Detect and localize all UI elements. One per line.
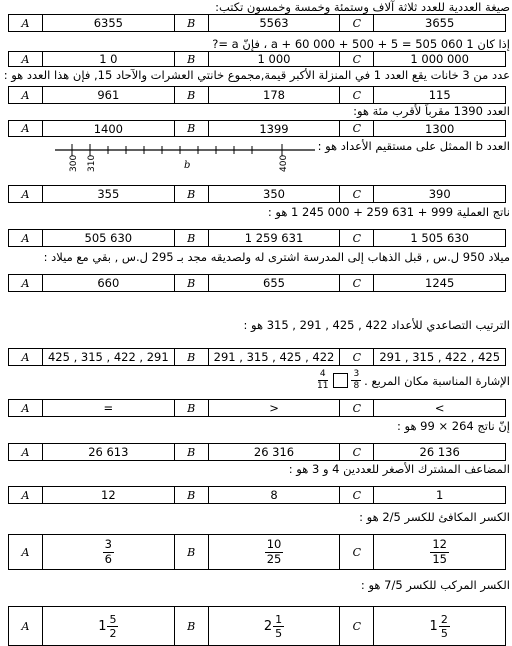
question-7-text: ميلاد 950 ل.س , قبل الذهاب إلى المدرسة اشترى له ولصديقه مجد بـ 295 ل.س , بقي مع ميلاد : bbox=[43, 250, 510, 264]
q13-a-num: 5 bbox=[109, 612, 117, 626]
q13-c-den: 5 bbox=[440, 626, 448, 640]
option-label-a: A bbox=[9, 349, 43, 365]
question-2-text: إذا كان 1 060 505 = a + 60 000 + 500 + 5 ، فإنّ a =? bbox=[212, 37, 510, 51]
q5-option-c[interactable]: 390 bbox=[428, 187, 451, 201]
option-label-a: A bbox=[9, 52, 43, 66]
option-label-c: C bbox=[340, 121, 374, 136]
question-8-text: الترتيب التصاعدي للأعداد 422 , 425 , 291 , 315 هو : bbox=[243, 318, 510, 332]
option-label-a: A bbox=[9, 230, 43, 246]
q2-option-c[interactable]: 1 000 000 bbox=[410, 52, 469, 66]
option-label-a: A bbox=[9, 186, 43, 202]
question-10-text: إنّ ناتج 264 × 99 هو : bbox=[396, 419, 510, 433]
option-label-a: A bbox=[9, 87, 43, 103]
q11-option-c[interactable]: 1 bbox=[436, 488, 444, 502]
question-11-options bbox=[8, 486, 506, 504]
q12-a-num: 3 bbox=[104, 537, 112, 551]
option-label-c: C bbox=[340, 230, 374, 246]
question-7-options bbox=[8, 274, 506, 292]
option-label-a: A bbox=[9, 607, 43, 645]
option-label-b: B bbox=[175, 121, 209, 136]
question-4-text: العدد 1390 مقرباً لأقرب مئة هو: bbox=[353, 104, 510, 118]
q9-fraction-left bbox=[351, 370, 361, 391]
question-9-text: الإشارة المناسبة مكان المربع . bbox=[364, 373, 510, 388]
q12-option-a[interactable] bbox=[43, 535, 175, 569]
q13-c-num: 2 bbox=[440, 612, 448, 626]
q13-option-b[interactable] bbox=[209, 607, 341, 645]
question-3-options bbox=[8, 86, 506, 104]
q3-option-c[interactable]: 115 bbox=[428, 88, 451, 102]
q4-option-b[interactable]: 1399 bbox=[209, 121, 341, 136]
q10-option-b[interactable]: 26 316 bbox=[209, 444, 341, 460]
option-label-b: B bbox=[175, 535, 209, 569]
question-9-options bbox=[8, 399, 506, 417]
question-5-text: العدد b الممثل على مستقيم الأعداد هو : bbox=[317, 139, 510, 153]
question-1-text: صيغة العددية للعدد ثلاثة آلاف وستمئة وخمسة وخمسون تكتب: bbox=[215, 0, 510, 14]
option-label-b: B bbox=[175, 487, 209, 503]
q5-option-b[interactable]: 350 bbox=[209, 186, 341, 202]
q10-option-c[interactable]: 26 136 bbox=[419, 445, 460, 459]
number-line bbox=[50, 138, 320, 178]
q9-left-den: 8 bbox=[353, 381, 360, 391]
q12-c-num: 12 bbox=[432, 537, 447, 551]
q12-b-num: 10 bbox=[266, 537, 282, 551]
option-label-c: C bbox=[340, 87, 374, 103]
option-label-b: B bbox=[175, 15, 209, 31]
q13-b-whole: 2 bbox=[263, 618, 273, 634]
number-line-var-b: b bbox=[184, 160, 191, 171]
option-label-a: A bbox=[9, 400, 43, 416]
question-4-options bbox=[8, 120, 506, 137]
q9-option-a[interactable]: = bbox=[43, 400, 175, 416]
q2-option-a[interactable]: 1 0 bbox=[43, 52, 175, 66]
option-label-b: B bbox=[175, 186, 209, 202]
q2-option-b[interactable]: 1 000 bbox=[209, 52, 341, 66]
q9-right-num: 4 bbox=[319, 369, 326, 379]
option-label-b: B bbox=[175, 52, 209, 66]
question-12-options bbox=[8, 534, 506, 570]
q9-left-num: 3 bbox=[353, 369, 360, 379]
q8-option-a[interactable]: 425 , 315 , 422 , 291 bbox=[43, 349, 175, 365]
option-label-c: C bbox=[340, 52, 374, 66]
q12-option-c[interactable] bbox=[374, 535, 505, 569]
q1-option-a[interactable]: 6355 bbox=[43, 15, 175, 31]
option-label-c: C bbox=[340, 535, 374, 569]
q6-option-b[interactable]: 1 259 631 bbox=[209, 230, 341, 246]
question-1-options bbox=[8, 14, 506, 32]
q13-a-den: 2 bbox=[109, 626, 117, 640]
q13-option-c[interactable] bbox=[374, 607, 505, 645]
option-label-a: A bbox=[9, 275, 43, 291]
option-label-b: B bbox=[175, 400, 209, 416]
question-12-text: الكسر المكافئ للكسر 2/5 هو : bbox=[359, 510, 510, 524]
question-5-options bbox=[8, 185, 506, 203]
q7-option-a[interactable]: 660 bbox=[43, 275, 175, 291]
q7-option-c[interactable]: 1245 bbox=[425, 276, 455, 290]
question-8-options bbox=[8, 348, 506, 366]
q12-a-den: 6 bbox=[104, 551, 112, 566]
option-label-a: A bbox=[9, 444, 43, 460]
option-label-b: B bbox=[175, 444, 209, 460]
question-2-options bbox=[8, 51, 506, 67]
q8-option-c[interactable]: 291 , 315 , 422 , 425 bbox=[379, 350, 501, 364]
option-label-b: B bbox=[175, 275, 209, 291]
q13-a-whole: 1 bbox=[98, 618, 107, 634]
option-label-c: C bbox=[340, 487, 374, 503]
q8-option-b[interactable]: 291 , 315 , 425 , 422 bbox=[209, 349, 341, 365]
q1-option-b[interactable]: 5563 bbox=[209, 15, 341, 31]
q12-c-den: 15 bbox=[432, 551, 447, 566]
q13-c-whole: 1 bbox=[429, 618, 438, 634]
question-11-text: المضاعف المشترك الأصغر للعددين 4 و 3 هو : bbox=[288, 462, 510, 476]
q3-option-a[interactable]: 961 bbox=[43, 87, 175, 103]
option-label-b: B bbox=[175, 607, 209, 645]
q13-b-den: 5 bbox=[275, 626, 283, 640]
option-label-c: C bbox=[340, 400, 374, 416]
q11-option-b[interactable]: 8 bbox=[209, 487, 341, 503]
option-label-b: B bbox=[175, 230, 209, 246]
question-13-options bbox=[8, 606, 506, 646]
tick-label-310: 310 bbox=[87, 154, 97, 172]
q1-option-c[interactable]: 3655 bbox=[425, 16, 455, 30]
option-label-b: B bbox=[175, 87, 209, 103]
q11-option-a[interactable]: 12 bbox=[43, 487, 175, 503]
q12-b-den: 25 bbox=[266, 551, 282, 566]
q6-option-c[interactable]: 1 505 630 bbox=[410, 231, 469, 245]
question-9 bbox=[315, 370, 510, 391]
q9-answer-box[interactable] bbox=[333, 373, 348, 388]
option-label-b: B bbox=[175, 349, 209, 365]
question-10-options bbox=[8, 443, 506, 461]
q12-option-b[interactable] bbox=[209, 535, 341, 569]
option-label-c: C bbox=[340, 444, 374, 460]
option-label-a: A bbox=[9, 487, 43, 503]
option-label-a: A bbox=[9, 535, 43, 569]
q9-option-c[interactable]: < bbox=[434, 401, 445, 415]
option-label-c: C bbox=[340, 275, 374, 291]
q6-option-a[interactable]: 505 630 bbox=[43, 230, 175, 246]
option-label-c: C bbox=[340, 607, 374, 645]
option-label-a: A bbox=[9, 15, 43, 31]
q4-option-a[interactable]: 1400 bbox=[43, 121, 175, 136]
question-13-text: الكسر المركب للكسر 7/5 هو : bbox=[360, 578, 510, 592]
q13-option-a[interactable] bbox=[43, 607, 175, 645]
tick-label-300: 300 bbox=[69, 154, 79, 172]
q10-option-a[interactable]: 26 613 bbox=[43, 444, 175, 460]
option-label-c: C bbox=[340, 15, 374, 31]
q4-option-c[interactable]: 1300 bbox=[425, 121, 455, 136]
q5-option-a[interactable]: 355 bbox=[43, 186, 175, 202]
option-label-a: A bbox=[9, 121, 43, 136]
q7-option-b[interactable]: 655 bbox=[209, 275, 341, 291]
option-label-c: C bbox=[340, 349, 374, 365]
q13-b-num: 1 bbox=[275, 612, 283, 626]
q3-option-b[interactable]: 178 bbox=[209, 87, 341, 103]
q9-right-den: 11 bbox=[316, 381, 329, 391]
question-3-text: عدد من 3 خانات يقع العدد 1 في المنزلة الأكبر قيمة,مجموع خانتي العشرات والآحاد 15, فإن هذا العدد هو : bbox=[3, 68, 510, 82]
question-6-text: ناتج العملية 999 + 631 259 + 000 245 1 هو : bbox=[267, 205, 510, 219]
tick-label-400: 400 bbox=[279, 154, 289, 172]
question-6-options bbox=[8, 229, 506, 247]
q9-fraction-right bbox=[315, 370, 330, 391]
q9-option-b[interactable]: > bbox=[209, 400, 341, 416]
option-label-c: C bbox=[340, 186, 374, 202]
